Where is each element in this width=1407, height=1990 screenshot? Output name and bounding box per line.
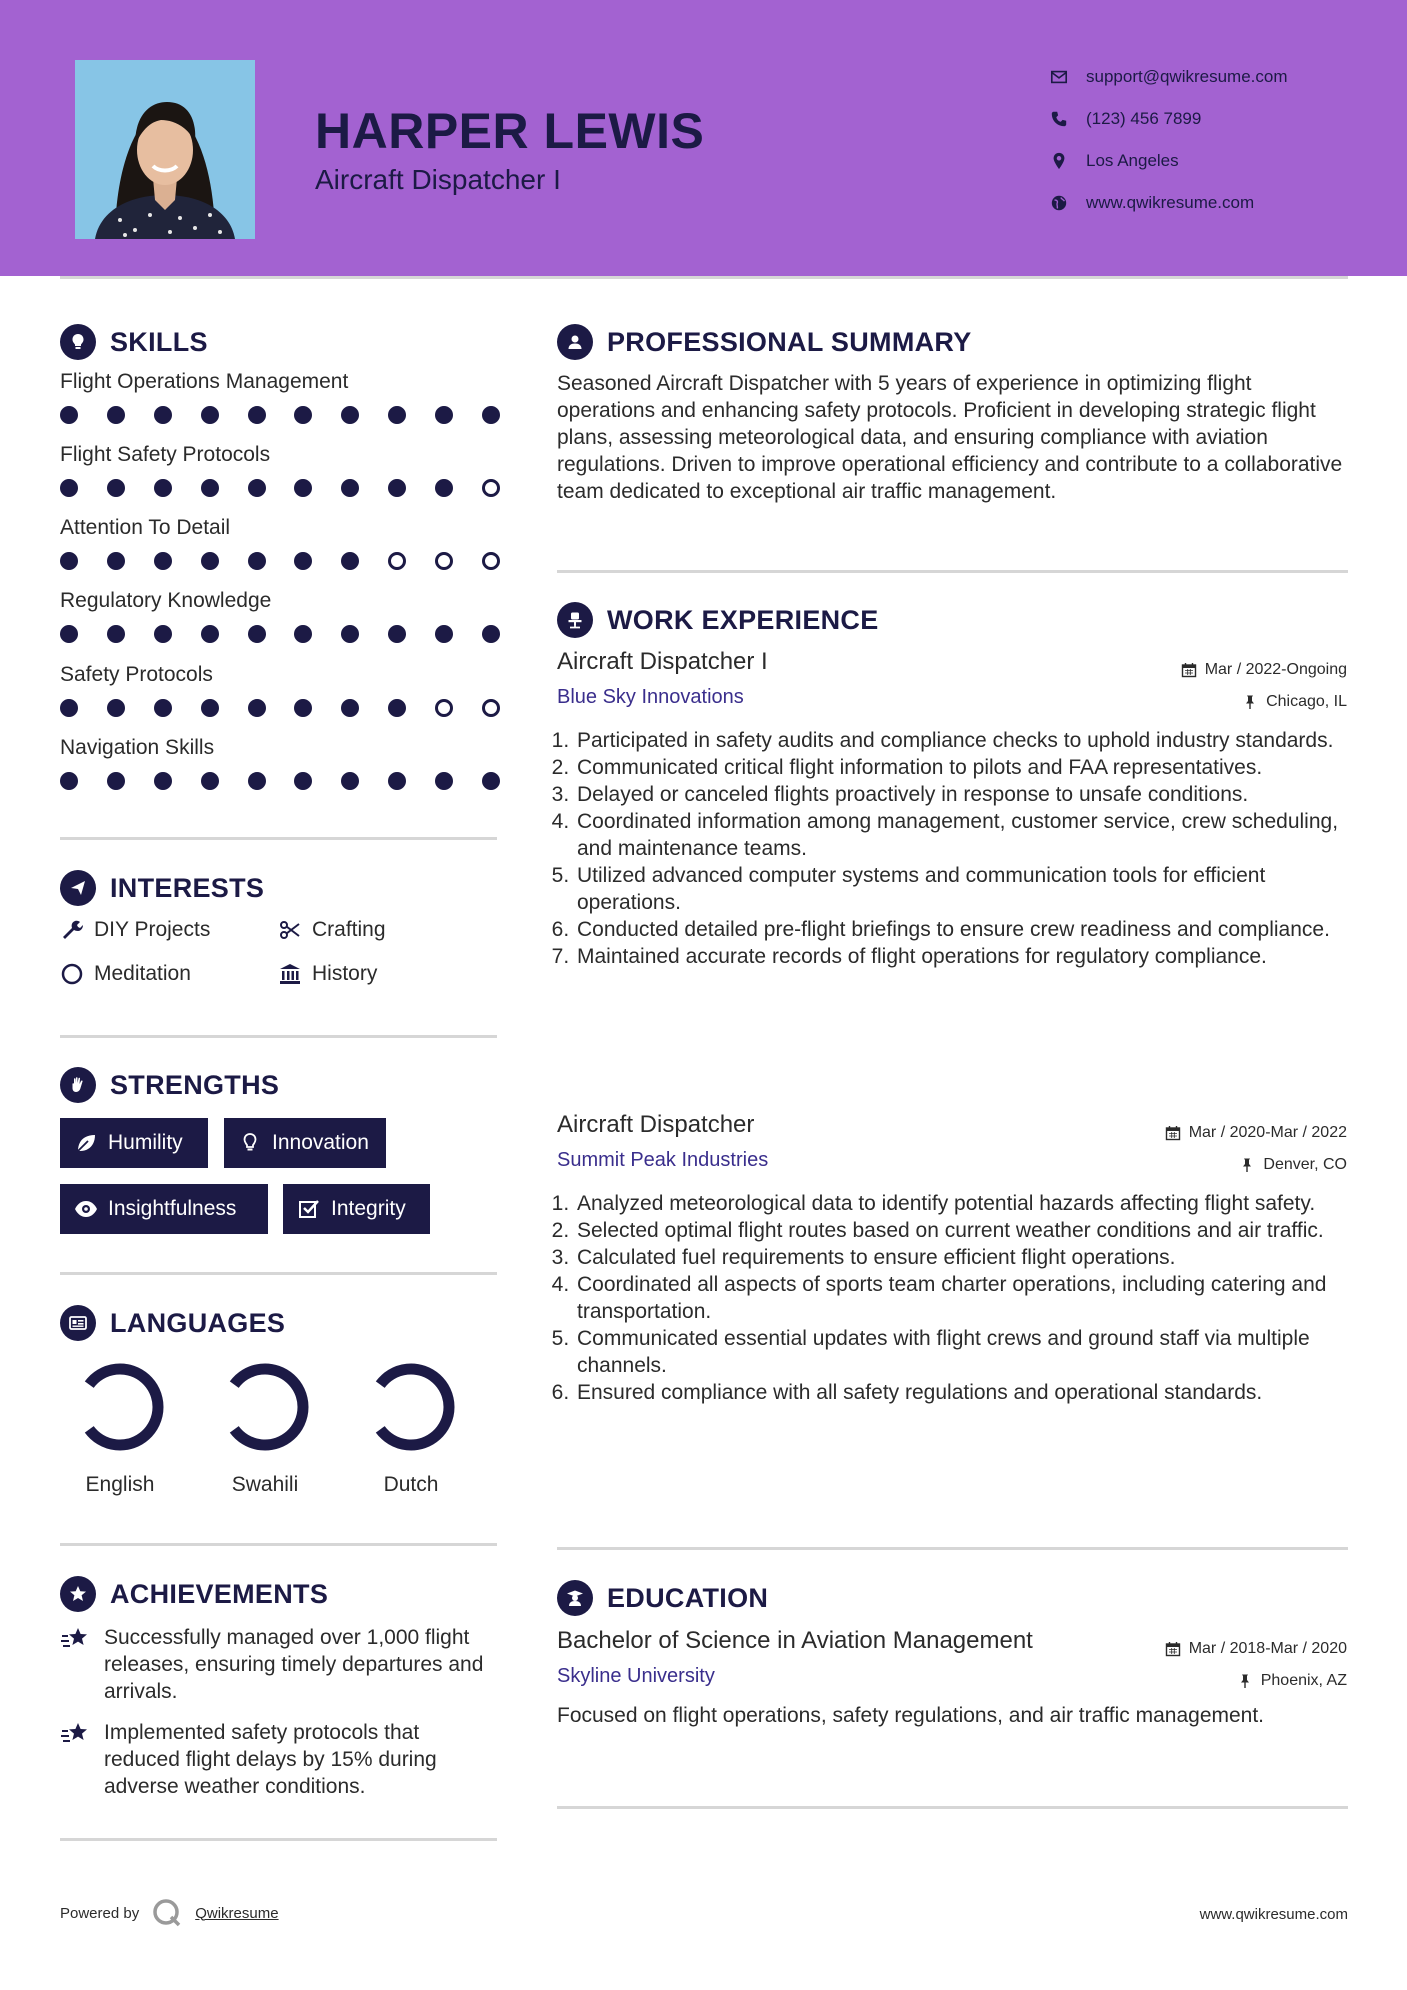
contact-location-text: Los Angeles [1086, 151, 1179, 170]
job-meta [1181, 654, 1347, 718]
education-location: Phoenix, AZ [1260, 1672, 1347, 1689]
museum-icon [278, 962, 302, 986]
skill-dot-filled [201, 699, 219, 717]
skill-dot-filled [248, 772, 266, 790]
education-entry [557, 1627, 1347, 1729]
skill-dot-filled [60, 625, 78, 643]
footer-powered-by [60, 1897, 279, 1929]
skill-rating [60, 699, 500, 717]
skill-dot-filled [388, 699, 406, 717]
skill-dot-filled [435, 772, 453, 790]
skill-dot-filled [201, 552, 219, 570]
skill-dot-filled [435, 625, 453, 643]
leaf-icon [74, 1131, 98, 1155]
lightbulb-icon [238, 1131, 262, 1155]
languages-heading: LANGUAGES [60, 1305, 285, 1341]
skill-dot-filled [248, 406, 266, 424]
skill-item [60, 736, 500, 790]
contact-email-text: support@qwikresume.com [1086, 67, 1288, 86]
brand-link[interactable]: Qwikresume [195, 1904, 279, 1922]
skill-dot-empty [388, 552, 406, 570]
interest-item: DIY Projects [60, 918, 210, 942]
language-label: English [85, 1473, 155, 1496]
section-divider [60, 1543, 497, 1546]
summary-text: Seasoned Aircraft Dispatcher with 5 years of experience in optimizing flight operations and enhancing safety protocols. Proficient in developing strategic flight plans, assessing meteorological data, and ensuring compliance with aviation regulations. Driven to improve operational efficiency and contribute to a collaborative team dedicated to exceptional air traffic management. [557, 372, 1343, 503]
contact-website-text: www.qwikresume.com [1086, 193, 1255, 212]
trophy-stars-icon [60, 1626, 92, 1654]
skill-label: Attention To Detail [60, 516, 231, 539]
skill-dot-empty [482, 552, 500, 570]
envelope-icon [1050, 68, 1086, 86]
skill-dot-filled [60, 552, 78, 570]
skill-dot-filled [294, 406, 312, 424]
skill-dot-filled [248, 625, 266, 643]
section-divider [60, 1035, 497, 1038]
skill-dot-filled [388, 625, 406, 643]
skill-dot-filled [107, 406, 125, 424]
skill-label: Safety Protocols [60, 663, 213, 686]
profile-photo [75, 60, 255, 239]
job-entry [557, 648, 1347, 970]
check-square-icon [297, 1197, 321, 1221]
phone-icon [1050, 110, 1086, 128]
skill-rating [60, 479, 500, 497]
skill-dot-filled [154, 699, 172, 717]
job-bullet: 7. Maintained accurate records of flight operations for regulatory compliance. [575, 943, 1347, 970]
interests-heading: INTERESTS [60, 870, 264, 906]
job-dates: Mar / 2022-Ongoing [1204, 661, 1347, 678]
contact-list [1050, 56, 1288, 224]
skill-dot-filled [435, 406, 453, 424]
interest-item: History [278, 962, 377, 986]
skill-dot-filled [294, 479, 312, 497]
job-bullet: 6. Ensured compliance with all safety regulations and operational standards. [575, 1379, 1347, 1406]
calendar-icon [1165, 1641, 1181, 1657]
skill-item [60, 443, 500, 497]
skill-rating [60, 772, 500, 790]
skill-dot-filled [154, 406, 172, 424]
skill-dot-filled [341, 699, 359, 717]
contact-email[interactable] [1050, 56, 1288, 98]
skill-rating [60, 552, 500, 570]
skill-item [60, 370, 500, 424]
language-level-arc [234, 1369, 303, 1445]
education-description: Focused on flight operations, safety regulations, and air traffic management. [557, 1704, 1265, 1727]
skill-item [60, 663, 500, 717]
section-divider [557, 1806, 1348, 1809]
summary-heading: PROFESSIONAL SUMMARY [557, 324, 972, 360]
skill-dot-filled [154, 625, 172, 643]
skill-dot-filled [294, 699, 312, 717]
job-bullets [557, 1190, 1347, 1406]
powered-by-text: Powered by [60, 1904, 140, 1922]
job-location: Chicago, IL [1266, 693, 1347, 710]
skill-dot-filled [107, 699, 125, 717]
language-level-ring [361, 1357, 461, 1457]
job-bullet: 3. Calculated fuel requirements to ensure efficient flight operations. [575, 1244, 1347, 1271]
skill-dot-filled [341, 406, 359, 424]
skill-dot-filled [482, 406, 500, 424]
qwikresume-logo-icon [151, 1897, 183, 1929]
trophy-stars-icon [60, 1721, 92, 1749]
job-bullet: 2. Communicated critical flight information to pilots and FAA representatives. [575, 754, 1347, 781]
language-item [195, 1357, 335, 1497]
job-bullet: 4. Coordinated information among management, customer service, crew scheduling, and maintenance teams. [575, 808, 1347, 862]
contact-phone[interactable] [1050, 98, 1288, 140]
skill-dot-filled [107, 552, 125, 570]
footer-url[interactable]: www.qwikresume.com [1199, 1906, 1348, 1923]
user-icon [557, 324, 593, 360]
skill-dot-filled [341, 479, 359, 497]
job-bullet: 2. Selected optimal flight routes based on current weather conditions and air traffic. [575, 1217, 1347, 1244]
skill-dot-filled [60, 772, 78, 790]
skill-dot-filled [341, 625, 359, 643]
section-divider [557, 570, 1348, 573]
skill-dot-filled [248, 552, 266, 570]
skill-rating [60, 406, 500, 424]
skill-dot-filled [154, 552, 172, 570]
lightbulb-icon [60, 324, 96, 360]
skill-dot-empty [435, 699, 453, 717]
job-company: Blue Sky Innovations [557, 686, 744, 708]
language-item [341, 1357, 481, 1497]
skill-dot-empty [435, 552, 453, 570]
office-chair-icon [557, 602, 593, 638]
skill-dot-filled [201, 772, 219, 790]
skill-dot-filled [248, 699, 266, 717]
skill-dot-filled [388, 479, 406, 497]
job-location: Denver, CO [1263, 1156, 1347, 1173]
candidate-name: HARPER LEWIS [315, 103, 705, 159]
strength-tag: Humility [60, 1118, 208, 1168]
job-bullet: 1. Analyzed meteorological data to identify potential hazards affecting flight safety. [575, 1190, 1347, 1217]
degree-title: Bachelor of Science in Aviation Management [557, 1627, 1033, 1654]
globe-icon [1050, 194, 1086, 212]
skill-label: Navigation Skills [60, 736, 215, 759]
skill-dot-empty [482, 699, 500, 717]
circle-icon [60, 962, 84, 986]
job-bullet: 5. Utilized advanced computer systems and communication tools for efficient operations. [575, 862, 1347, 916]
skills-heading: SKILLS [60, 324, 208, 360]
education-heading: EDUCATION [557, 1580, 768, 1616]
skill-dot-filled [201, 479, 219, 497]
skill-dot-filled [388, 406, 406, 424]
achievement-item: Implemented safety protocols that reduced flight delays by 15% during adverse weather conditions. [60, 1719, 500, 1800]
skill-label: Regulatory Knowledge [60, 589, 272, 612]
map-pin-icon [1050, 152, 1086, 170]
job-title: Aircraft Dispatcher I [557, 648, 768, 675]
achievements-heading: ACHIEVEMENTS [60, 1576, 328, 1612]
education-meta [1165, 1633, 1347, 1697]
skill-dot-filled [294, 772, 312, 790]
section-divider [60, 1272, 497, 1275]
skill-dot-filled [201, 406, 219, 424]
skill-dot-filled [248, 479, 266, 497]
skill-label: Flight Operations Management [60, 370, 349, 393]
achievement-item: Successfully managed over 1,000 flight releases, ensuring timely departures and arrivals. [60, 1624, 500, 1705]
pushpin-icon [1242, 694, 1258, 710]
strengths-heading: STRENGTHS [60, 1067, 279, 1103]
skill-dot-filled [294, 625, 312, 643]
skill-dot-filled [107, 772, 125, 790]
skill-item [60, 589, 500, 643]
skill-dot-filled [341, 772, 359, 790]
language-level-ring [215, 1357, 315, 1457]
skill-dot-filled [435, 479, 453, 497]
job-bullet: 5. Communicated essential updates with flight crews and ground staff via multiple channels. [575, 1325, 1347, 1379]
job-company: Summit Peak Industries [557, 1149, 769, 1171]
job-entry [557, 1111, 1347, 1406]
skill-dot-filled [482, 772, 500, 790]
contact-location [1050, 140, 1288, 182]
header-divider [60, 276, 1348, 279]
eye-icon [74, 1197, 98, 1221]
language-level-arc [380, 1369, 449, 1445]
section-divider [60, 837, 497, 840]
language-item [50, 1357, 190, 1497]
candidate-title: Aircraft Dispatcher I [315, 164, 561, 195]
skill-dot-filled [154, 772, 172, 790]
pushpin-icon [1239, 1157, 1255, 1173]
skill-dot-filled [294, 552, 312, 570]
section-divider [60, 1838, 497, 1841]
interest-item: Meditation [60, 962, 191, 986]
interest-item: Crafting [278, 918, 386, 942]
wrench-icon [60, 918, 84, 942]
contact-phone-text: (123) 456 7899 [1086, 109, 1202, 128]
skill-dot-filled [107, 479, 125, 497]
job-bullets [557, 727, 1347, 970]
pushpin-icon [1237, 1673, 1253, 1689]
language-level-arc [89, 1369, 158, 1445]
hand-icon [60, 1067, 96, 1103]
calendar-icon [1181, 662, 1197, 678]
education-dates: Mar / 2018-Mar / 2020 [1188, 1640, 1347, 1657]
graduate-icon [557, 1580, 593, 1616]
skill-dot-filled [388, 772, 406, 790]
star-badge-icon [60, 1576, 96, 1612]
skill-dot-filled [60, 479, 78, 497]
contact-website[interactable] [1050, 182, 1288, 224]
scissors-icon [278, 918, 302, 942]
job-bullet: 4. Coordinated all aspects of sports team charter operations, including catering and transportation. [575, 1271, 1347, 1325]
skill-dot-filled [201, 625, 219, 643]
skill-dot-filled [60, 699, 78, 717]
job-title: Aircraft Dispatcher [557, 1111, 755, 1138]
profile-photo-illustration [75, 60, 255, 239]
skill-item [60, 516, 500, 570]
job-bullet: 6. Conducted detailed pre-flight briefings to ensure crew readiness and compliance. [575, 916, 1347, 943]
resume-header [0, 0, 1407, 276]
skill-dot-filled [482, 625, 500, 643]
strength-tag: Innovation [224, 1118, 386, 1168]
paper-plane-icon [60, 870, 96, 906]
skill-dot-empty [482, 479, 500, 497]
job-meta [1165, 1117, 1347, 1181]
section-divider [557, 1547, 1348, 1550]
job-bullet: 3. Delayed or canceled flights proactively in response to unsafe conditions. [575, 781, 1347, 808]
school-name: Skyline University [557, 1665, 715, 1687]
skill-rating [60, 625, 500, 643]
id-card-icon [60, 1305, 96, 1341]
job-bullet: 1. Participated in safety audits and compliance checks to uphold industry standards. [575, 727, 1347, 754]
skill-label: Flight Safety Protocols [60, 443, 271, 466]
skill-dot-filled [107, 625, 125, 643]
language-label: Dutch [383, 1473, 439, 1496]
calendar-icon [1165, 1125, 1181, 1141]
skill-dot-filled [341, 552, 359, 570]
experience-heading: WORK EXPERIENCE [557, 602, 879, 638]
skill-dot-filled [154, 479, 172, 497]
language-label: Swahili [231, 1473, 299, 1496]
job-dates: Mar / 2020-Mar / 2022 [1188, 1124, 1347, 1141]
skill-dot-filled [60, 406, 78, 424]
strength-tag: Insightfulness [60, 1184, 268, 1234]
language-level-ring [70, 1357, 170, 1457]
strength-tag: Integrity [283, 1184, 430, 1234]
